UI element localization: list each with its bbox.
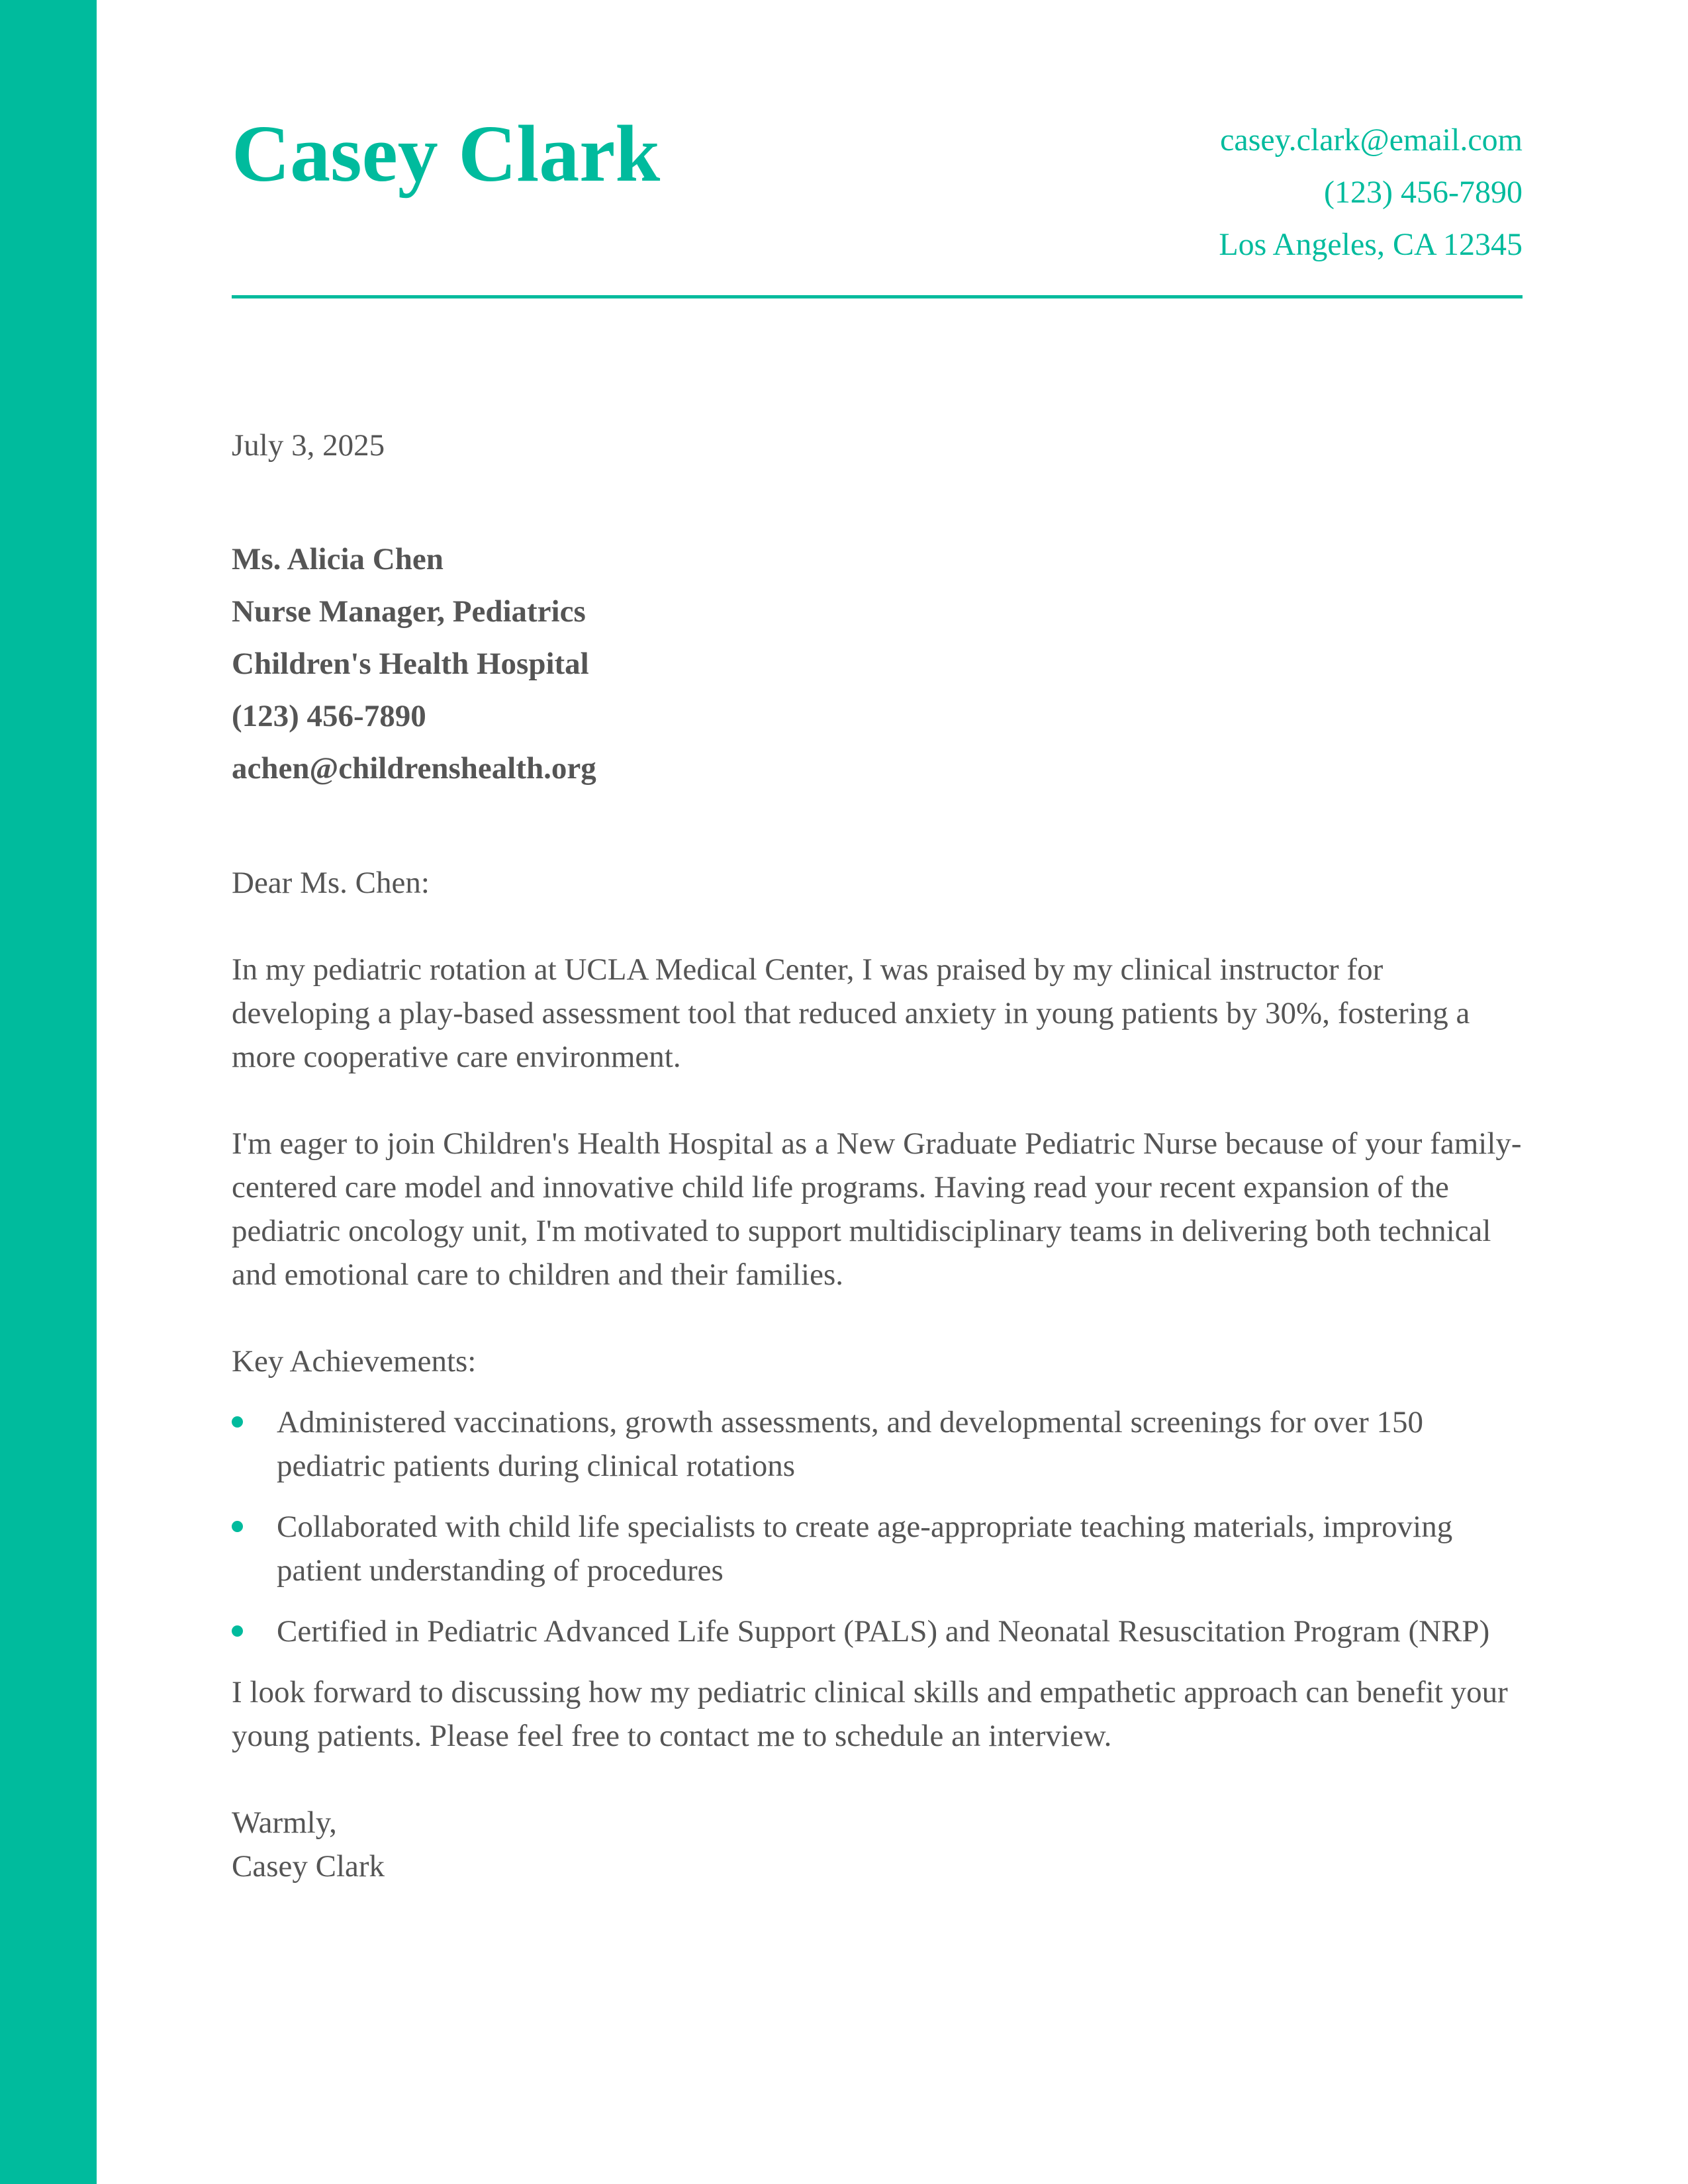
sender-phone[interactable]: (123) 456-7890 xyxy=(1324,175,1523,210)
recipient-block xyxy=(232,533,1523,795)
recipient-email[interactable]: achen@childrenshealth.org xyxy=(232,751,596,786)
sender-location: Los Angeles, CA 12345 xyxy=(1219,227,1523,262)
body-paragraph: In my pediatric rotation at UCLA Medical Center, I was praised by my clinical instructor for developing a play-based assessment tool that reduced anxiety in young patients by 30%, fostering a more cooperative care environment. xyxy=(232,952,1470,1074)
signature-name: Casey Clark xyxy=(232,1849,385,1884)
recipient-name: Ms. Alicia Chen xyxy=(232,542,444,576)
achievements-heading: Key Achievements: xyxy=(232,1344,477,1379)
bullet-icon xyxy=(232,1625,243,1637)
recipient-title: Nurse Manager, Pediatrics xyxy=(232,594,586,629)
achievement-item xyxy=(232,1400,1523,1488)
recipient-organization: Children's Health Hospital xyxy=(232,647,589,681)
accent-sidebar-bar xyxy=(0,0,97,2184)
achievement-text: Collaborated with child life specialists to create age-appropriate teaching materials, improving patient understanding of procedures xyxy=(277,1510,1453,1588)
achievement-text: Administered vaccinations, growth assessments, and developmental screenings for over 150 pediatric patients during clinical rotations xyxy=(277,1405,1424,1483)
recipient-phone[interactable]: (123) 456-7890 xyxy=(232,699,426,733)
letter-date: July 3, 2025 xyxy=(232,428,385,463)
signoff-block xyxy=(232,1801,1523,1888)
sender-email[interactable]: casey.clark@email.com xyxy=(1220,122,1523,158)
achievement-text: Certified in Pediatric Advanced Life Support (PALS) and Neonatal Resuscitation Program (NRP) xyxy=(277,1614,1490,1649)
letter-page xyxy=(232,0,1523,2184)
letter-header xyxy=(232,99,1523,298)
closing-paragraph: I look forward to discussing how my pediatric clinical skills and empathetic approach can benefit your young patients. Please feel free to contact me to schedule an interview. xyxy=(232,1675,1508,1753)
bullet-icon xyxy=(232,1521,243,1532)
sender-contact xyxy=(1219,114,1523,271)
bullet-icon xyxy=(232,1416,243,1428)
achievement-item xyxy=(232,1505,1523,1592)
salutation: Dear Ms. Chen: xyxy=(232,866,430,900)
body-paragraph: I'm eager to join Children's Health Hospital as a New Graduate Pediatric Nurse because of your family-centered care model and innovative child life programs. Having read your recent expansion of the pediatric oncology unit, I'm motivated to support multidisciplinary teams in delivering both technical and emotional care to children and their families. xyxy=(232,1126,1522,1292)
letter-body xyxy=(232,424,1523,1888)
achievements-list xyxy=(232,1400,1523,1653)
sender-name: Casey Clark xyxy=(232,109,661,199)
signoff: Warmly, xyxy=(232,1805,337,1840)
achievement-item xyxy=(232,1610,1523,1653)
